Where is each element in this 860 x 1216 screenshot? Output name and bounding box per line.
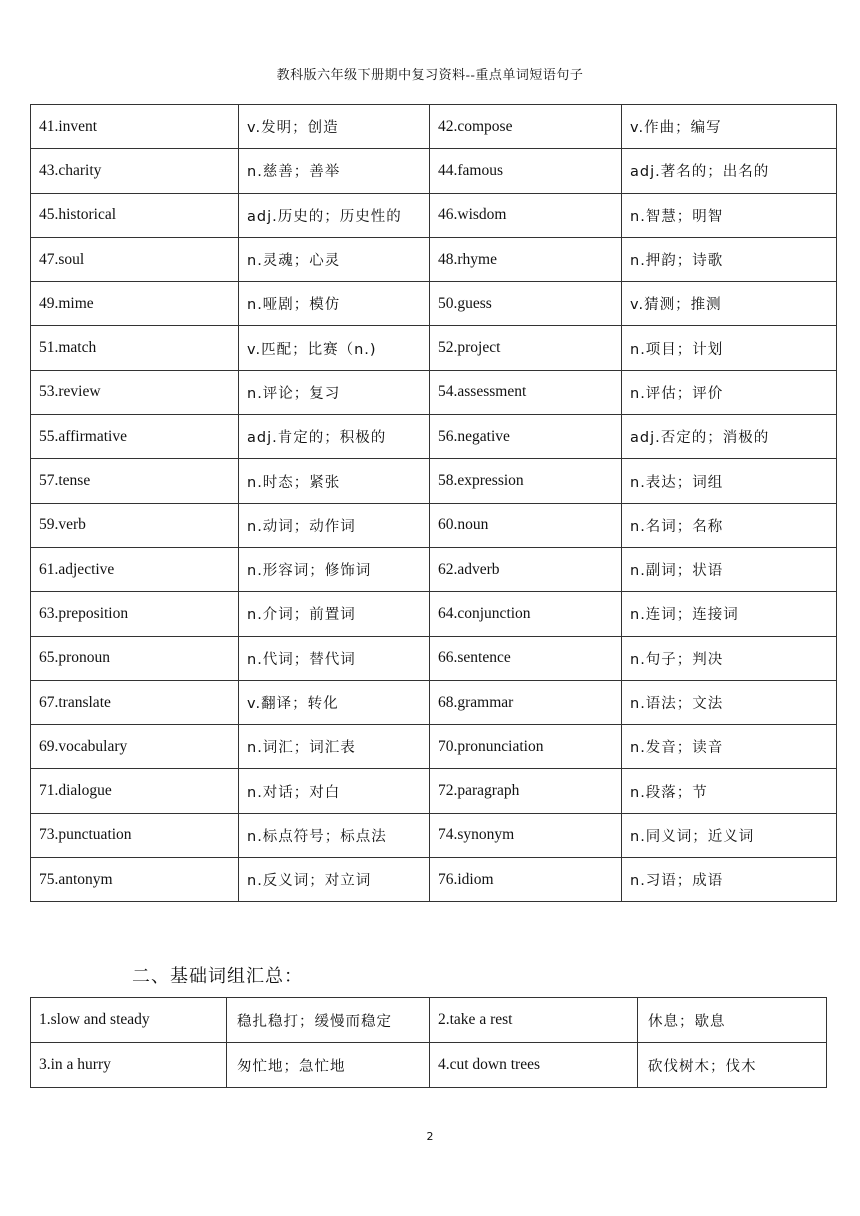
chinese-meaning: v.作曲；编写 <box>622 105 837 149</box>
vocab-row <box>31 415 837 459</box>
chinese-meaning: n.评估；评价 <box>622 370 837 414</box>
english-word: 56.negative <box>430 415 622 459</box>
vocab-row <box>31 680 837 724</box>
english-word: 53.review <box>31 370 239 414</box>
english-word: 48.rhyme <box>430 237 622 281</box>
vocab-row <box>31 813 837 857</box>
english-word: 70.pronunciation <box>430 725 622 769</box>
english-word: 52.project <box>430 326 622 370</box>
english-word: 69.vocabulary <box>31 725 239 769</box>
vocab-row <box>31 326 837 370</box>
chinese-meaning: n.语法；文法 <box>622 680 837 724</box>
english-word: 2.take a rest <box>430 998 638 1043</box>
english-word: 71.dialogue <box>31 769 239 813</box>
english-word: 75.antonym <box>31 858 239 902</box>
vocab-row <box>31 149 837 193</box>
vocabulary-table <box>30 104 837 902</box>
english-word: 41.invent <box>31 105 239 149</box>
vocab-row <box>31 105 837 149</box>
page-number: 2 <box>426 1130 434 1143</box>
chinese-meaning: n.句子；判决 <box>622 636 837 680</box>
chinese-meaning: n.评论；复习 <box>239 370 430 414</box>
english-word: 57.tense <box>31 459 239 503</box>
chinese-meaning: n.习语；成语 <box>622 858 837 902</box>
chinese-meaning: adj.著名的；出名的 <box>622 149 837 193</box>
chinese-meaning: 匆忙地；急忙地 <box>227 1043 430 1088</box>
english-word: 54.assessment <box>430 370 622 414</box>
chinese-meaning: n.动词；动作词 <box>239 503 430 547</box>
section-title: 二、基础词组汇总： <box>132 966 303 987</box>
english-word: 59.verb <box>31 503 239 547</box>
chinese-meaning: n.介词；前置词 <box>239 592 430 636</box>
english-word: 45.historical <box>31 193 239 237</box>
english-word: 74.synonym <box>430 813 622 857</box>
vocab-row <box>31 503 837 547</box>
chinese-meaning: n.表达；词组 <box>622 459 837 503</box>
chinese-meaning: n.智慧；明智 <box>622 193 837 237</box>
vocab-row <box>31 282 837 326</box>
english-word: 76.idiom <box>430 858 622 902</box>
chinese-meaning: n.哑剧；模仿 <box>239 282 430 326</box>
chinese-meaning: n.代词；替代词 <box>239 636 430 680</box>
chinese-meaning: n.名词；名称 <box>622 503 837 547</box>
english-word: 49.mime <box>31 282 239 326</box>
chinese-meaning: n.对话；对白 <box>239 769 430 813</box>
english-word: 47.soul <box>31 237 239 281</box>
phrase-row <box>31 1043 827 1088</box>
chinese-meaning: adj.否定的；消极的 <box>622 415 837 459</box>
english-word: 55.affirmative <box>31 415 239 459</box>
english-word: 68.grammar <box>430 680 622 724</box>
vocab-row <box>31 237 837 281</box>
chinese-meaning: v.猜测；推测 <box>622 282 837 326</box>
chinese-meaning: n.项目；计划 <box>622 326 837 370</box>
chinese-meaning: n.时态；紧张 <box>239 459 430 503</box>
chinese-meaning: n.发音；读音 <box>622 725 837 769</box>
chinese-meaning: n.词汇；词汇表 <box>239 725 430 769</box>
chinese-meaning: adj.肯定的；积极的 <box>239 415 430 459</box>
chinese-meaning: n.形容词；修饰词 <box>239 547 430 591</box>
vocab-row <box>31 547 837 591</box>
english-word: 64.conjunction <box>430 592 622 636</box>
chinese-meaning: n.连词；连接词 <box>622 592 837 636</box>
chinese-meaning: 砍伐树木；伐木 <box>638 1043 827 1088</box>
english-word: 1.slow and steady <box>31 998 227 1043</box>
phrase-row <box>31 998 827 1043</box>
vocab-row <box>31 370 837 414</box>
english-word: 4.cut down trees <box>430 1043 638 1088</box>
chinese-meaning: n.同义词；近义词 <box>622 813 837 857</box>
english-word: 73.punctuation <box>31 813 239 857</box>
english-word: 43.charity <box>31 149 239 193</box>
english-word: 46.wisdom <box>430 193 622 237</box>
english-word: 50.guess <box>430 282 622 326</box>
vocab-row <box>31 193 837 237</box>
english-word: 67.translate <box>31 680 239 724</box>
chinese-meaning: n.段落；节 <box>622 769 837 813</box>
document-header: 教科版六年级下册期中复习资料--重点单词短语句子 <box>276 67 584 82</box>
chinese-meaning: n.反义词；对立词 <box>239 858 430 902</box>
english-word: 62.adverb <box>430 547 622 591</box>
vocab-row <box>31 636 837 680</box>
english-word: 66.sentence <box>430 636 622 680</box>
chinese-meaning: 稳扎稳打；缓慢而稳定 <box>227 998 430 1043</box>
vocab-row <box>31 769 837 813</box>
chinese-meaning: 休息；歇息 <box>638 998 827 1043</box>
chinese-meaning: n.副词；状语 <box>622 547 837 591</box>
chinese-meaning: n.慈善；善举 <box>239 149 430 193</box>
english-word: 3.in a hurry <box>31 1043 227 1088</box>
vocab-row <box>31 592 837 636</box>
english-word: 65.pronoun <box>31 636 239 680</box>
english-word: 44.famous <box>430 149 622 193</box>
vocab-row <box>31 858 837 902</box>
vocab-row <box>31 725 837 769</box>
english-word: 60.noun <box>430 503 622 547</box>
chinese-meaning: v.翻译；转化 <box>239 680 430 724</box>
english-word: 58.expression <box>430 459 622 503</box>
chinese-meaning: adj.历史的；历史性的 <box>239 193 430 237</box>
english-word: 61.adjective <box>31 547 239 591</box>
english-word: 63.preposition <box>31 592 239 636</box>
english-word: 51.match <box>31 326 239 370</box>
chinese-meaning: n.标点符号；标点法 <box>239 813 430 857</box>
english-word: 72.paragraph <box>430 769 622 813</box>
chinese-meaning: v.发明；创造 <box>239 105 430 149</box>
chinese-meaning: n.灵魂；心灵 <box>239 237 430 281</box>
phrase-table <box>30 997 827 1088</box>
vocab-row <box>31 459 837 503</box>
english-word: 42.compose <box>430 105 622 149</box>
chinese-meaning: v.匹配；比赛（n.) <box>239 326 430 370</box>
chinese-meaning: n.押韵；诗歌 <box>622 237 837 281</box>
